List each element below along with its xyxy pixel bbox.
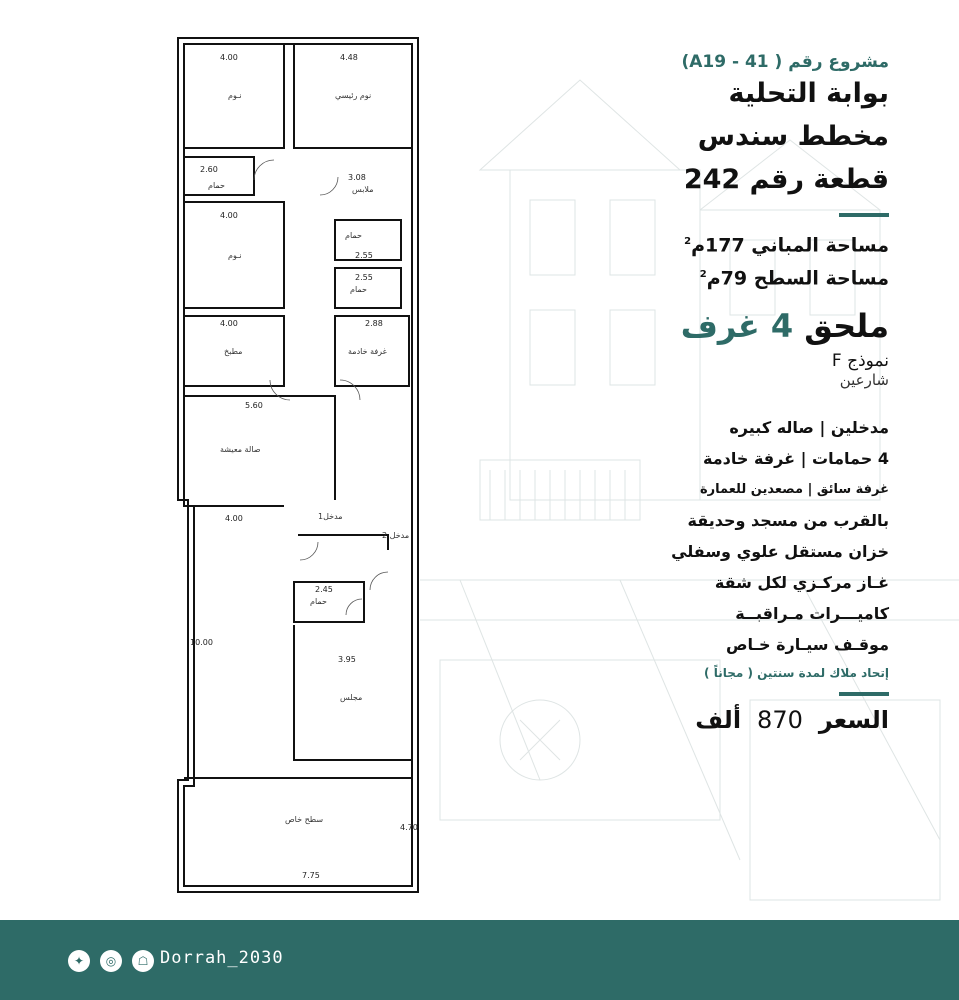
floor-plan <box>160 30 440 900</box>
price-unit: ألف <box>695 705 742 734</box>
dim-label: 4.00 <box>225 514 243 523</box>
unit-prefix: ملحق <box>804 306 889 345</box>
room-label: مدخل1 <box>318 512 343 521</box>
room-label: صالة معيشة <box>220 445 261 454</box>
room-label: حمام <box>350 285 367 294</box>
features-list <box>469 412 889 660</box>
room-label: نوم رئيسي <box>335 91 372 100</box>
dim-label: 4.00 <box>220 211 238 220</box>
dim-label: 7.75 <box>302 871 320 880</box>
room-label: مجلس <box>340 693 363 702</box>
feature-item: 4 حمامات | غرفة خادمة <box>703 448 889 468</box>
room-label: مطبخ <box>224 347 243 356</box>
dim-label: 2.88 <box>365 319 383 328</box>
superscript: 2 <box>684 236 692 247</box>
dim-label: 10.00 <box>190 638 213 647</box>
unit-heading <box>469 306 889 346</box>
price <box>469 706 889 734</box>
dim-label: 4.00 <box>220 53 238 62</box>
unit-rooms: 4 غرف <box>680 306 794 345</box>
dim-label: 4.00 <box>220 319 238 328</box>
room-label: ملابس <box>352 185 374 194</box>
price-value: 870 <box>757 705 803 734</box>
title-line-1: بوابة التحلية <box>728 78 889 109</box>
dim-label: 5.60 <box>245 401 263 410</box>
feature-item: كاميـــرات مـراقبــة <box>735 603 889 623</box>
twitter-icon[interactable]: ✦ <box>68 950 90 972</box>
room-label: سطح خاص <box>285 815 324 824</box>
dim-label: 2.60 <box>200 165 218 174</box>
feature-item: غـاز مركـزي لكل شقة <box>714 572 889 592</box>
unit-streets: شارعين <box>839 370 889 389</box>
price-label: السعر <box>818 705 889 734</box>
room-label: غرفة خادمة <box>348 347 387 356</box>
divider <box>839 213 889 217</box>
offer-text: إتحاد ملاك لمدة سنتين ( مجاناً ) <box>704 665 889 680</box>
feature-item: خزان مستقل علوي وسفلي <box>671 541 889 561</box>
dim-label: 2.55 <box>355 251 373 260</box>
room-label: حمام <box>345 231 362 240</box>
instagram-icon[interactable]: ◎ <box>100 950 122 972</box>
dim-label: 4.48 <box>340 53 358 62</box>
buildings-area <box>469 227 889 260</box>
feature-item: بالقرب من مسجد وحديقة <box>687 510 889 530</box>
room-label: حمام <box>208 181 225 190</box>
dim-label: 2.55 <box>355 273 373 282</box>
unit-model: نموذج F <box>831 350 889 371</box>
buildings-area-text: مساحة المباني 177م <box>691 234 889 257</box>
divider <box>839 692 889 696</box>
dim-label: 4.70 <box>400 823 418 832</box>
feature-item: غرفة سائق | مصعدين للعمارة <box>699 481 889 497</box>
room-label: نـوم <box>228 251 242 260</box>
title-line-3: قطعة رقم 242 <box>683 164 889 195</box>
footer-bar <box>0 920 959 1000</box>
room-label: مدخل 2 <box>382 531 410 540</box>
superscript: 2 <box>699 269 707 281</box>
feature-item: مدخلين | صاله كبيره <box>729 417 889 437</box>
dim-label: 3.08 <box>348 173 366 182</box>
snapchat-icon[interactable]: ☖ <box>132 950 154 972</box>
feature-item: موقـف سيـارة خـاص <box>725 634 889 654</box>
room-label: نـوم <box>228 91 242 100</box>
title-line-2: مخطط سندس <box>697 121 889 152</box>
roof-area-text: مساحة السطح 79م <box>706 267 889 290</box>
info-panel <box>469 50 889 734</box>
project-number: مشروع رقم ( A19 - 41) <box>681 52 889 72</box>
dim-label: 3.95 <box>338 655 356 664</box>
social-handle[interactable]: Dorrah_2030 <box>160 948 284 968</box>
room-label: حمام <box>310 597 327 606</box>
dim-label: 2.45 <box>315 585 333 594</box>
roof-area <box>469 260 889 293</box>
